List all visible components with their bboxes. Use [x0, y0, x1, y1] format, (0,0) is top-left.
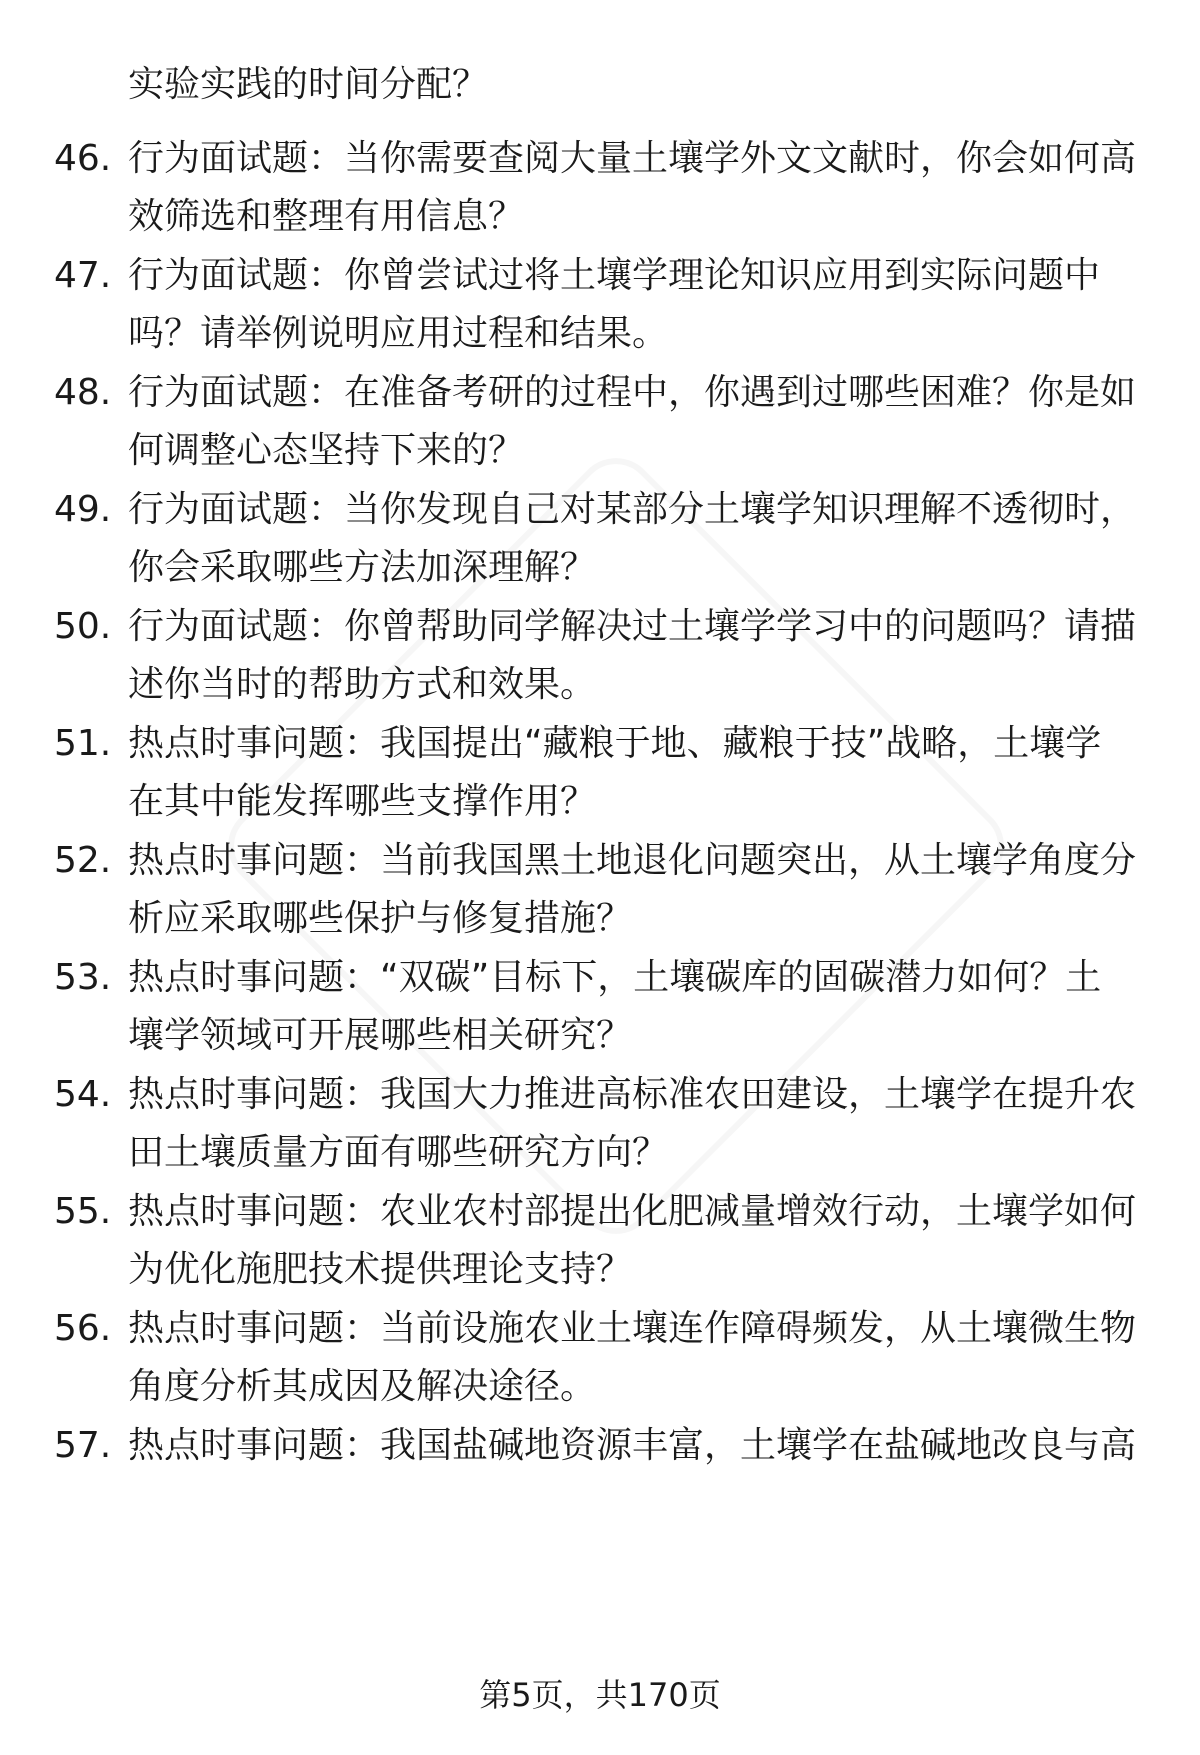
question-number: 56.: [54, 1308, 112, 1349]
question-text-line: 热点时事问题：当前设施农业土壤连作障碍频发，从土壤微生物: [128, 1308, 1137, 1349]
question-text-line: 效筛选和整理有用信息？: [128, 196, 525, 237]
question-text-line: 何调整心态坚持下来的？: [128, 430, 525, 471]
question-number: 47.: [54, 255, 112, 296]
question-text: [128, 364, 1148, 480]
question-text-line: 热点时事问题：“双碳”目标下，土壤碳库的固碳潜力如何？土: [128, 957, 1102, 998]
question-number: 54.: [54, 1074, 112, 1115]
page-footer: 第5页，共170页: [479, 1676, 721, 1714]
question-text: [128, 832, 1148, 948]
question-text: [128, 247, 1148, 363]
question-number: 50.: [54, 606, 112, 647]
question-text-line: 你会采取哪些方法加深理解？: [128, 547, 597, 588]
question-text-line: 析应采取哪些保护与修复措施？: [128, 898, 633, 939]
question-text-line: 行为面试题：你曾帮助同学解决过土壤学学习中的问题吗？请描: [128, 606, 1137, 647]
question-text: [128, 1417, 1148, 1475]
question-text-line: 在其中能发挥哪些支撑作用？: [128, 781, 597, 822]
question-text: [128, 598, 1148, 714]
question-text-line: 热点时事问题：当前我国黑土地退化问题突出，从土壤学角度分: [128, 840, 1137, 881]
question-text: [128, 949, 1148, 1065]
question-text: [128, 130, 1148, 246]
question-text: [128, 1183, 1148, 1299]
question-text-line: 行为面试题：在准备考研的过程中，你遇到过哪些困难？你是如: [128, 372, 1137, 413]
question-text-line: 行为面试题：当你需要查阅大量土壤学外文文献时，你会如何高: [128, 138, 1137, 179]
continuation-text: 实验实践的时间分配？: [128, 64, 489, 105]
question-text-line: 吗？请举例说明应用过程和结果。: [128, 313, 669, 354]
question-text: [128, 481, 1148, 597]
question-text-line: 行为面试题：你曾尝试过将土壤学理论知识应用到实际问题中: [128, 255, 1101, 296]
question-text-line: 田土壤质量方面有哪些研究方向？: [128, 1132, 669, 1173]
question-number: 51.: [54, 723, 112, 764]
question-number: 49.: [54, 489, 112, 530]
question-text-line: 热点时事问题：我国盐碱地资源丰富，土壤学在盐碱地改良与高: [128, 1425, 1137, 1466]
question-text: [128, 1066, 1148, 1182]
question-number: 52.: [54, 840, 112, 881]
question-number: 48.: [54, 372, 112, 413]
question-text-line: 角度分析其成因及解决途径。: [128, 1366, 597, 1407]
question-number: 57.: [54, 1425, 112, 1466]
question-text-line: 行为面试题：当你发现自己对某部分土壤学知识理解不透彻时，: [128, 489, 1137, 530]
question-text-line: 热点时事问题：我国大力推进高标准农田建设，土壤学在提升农: [128, 1074, 1137, 1115]
question-number: 46.: [54, 138, 112, 179]
question-text: [128, 1300, 1148, 1416]
question-text-line: 为优化施肥技术提供理论支持？: [128, 1249, 633, 1290]
question-number: 53.: [54, 957, 112, 998]
question-text: [128, 715, 1148, 831]
question-text-line: 热点时事问题：我国提出“藏粮于地、藏粮于技”战略，土壤学: [128, 723, 1102, 764]
question-text-line: 热点时事问题：农业农村部提出化肥减量增效行动，土壤学如何: [128, 1191, 1137, 1232]
question-text-line: 述你当时的帮助方式和效果。: [128, 664, 597, 705]
question-text-line: 壤学领域可开展哪些相关研究？: [128, 1015, 633, 1056]
question-number: 55.: [54, 1191, 112, 1232]
